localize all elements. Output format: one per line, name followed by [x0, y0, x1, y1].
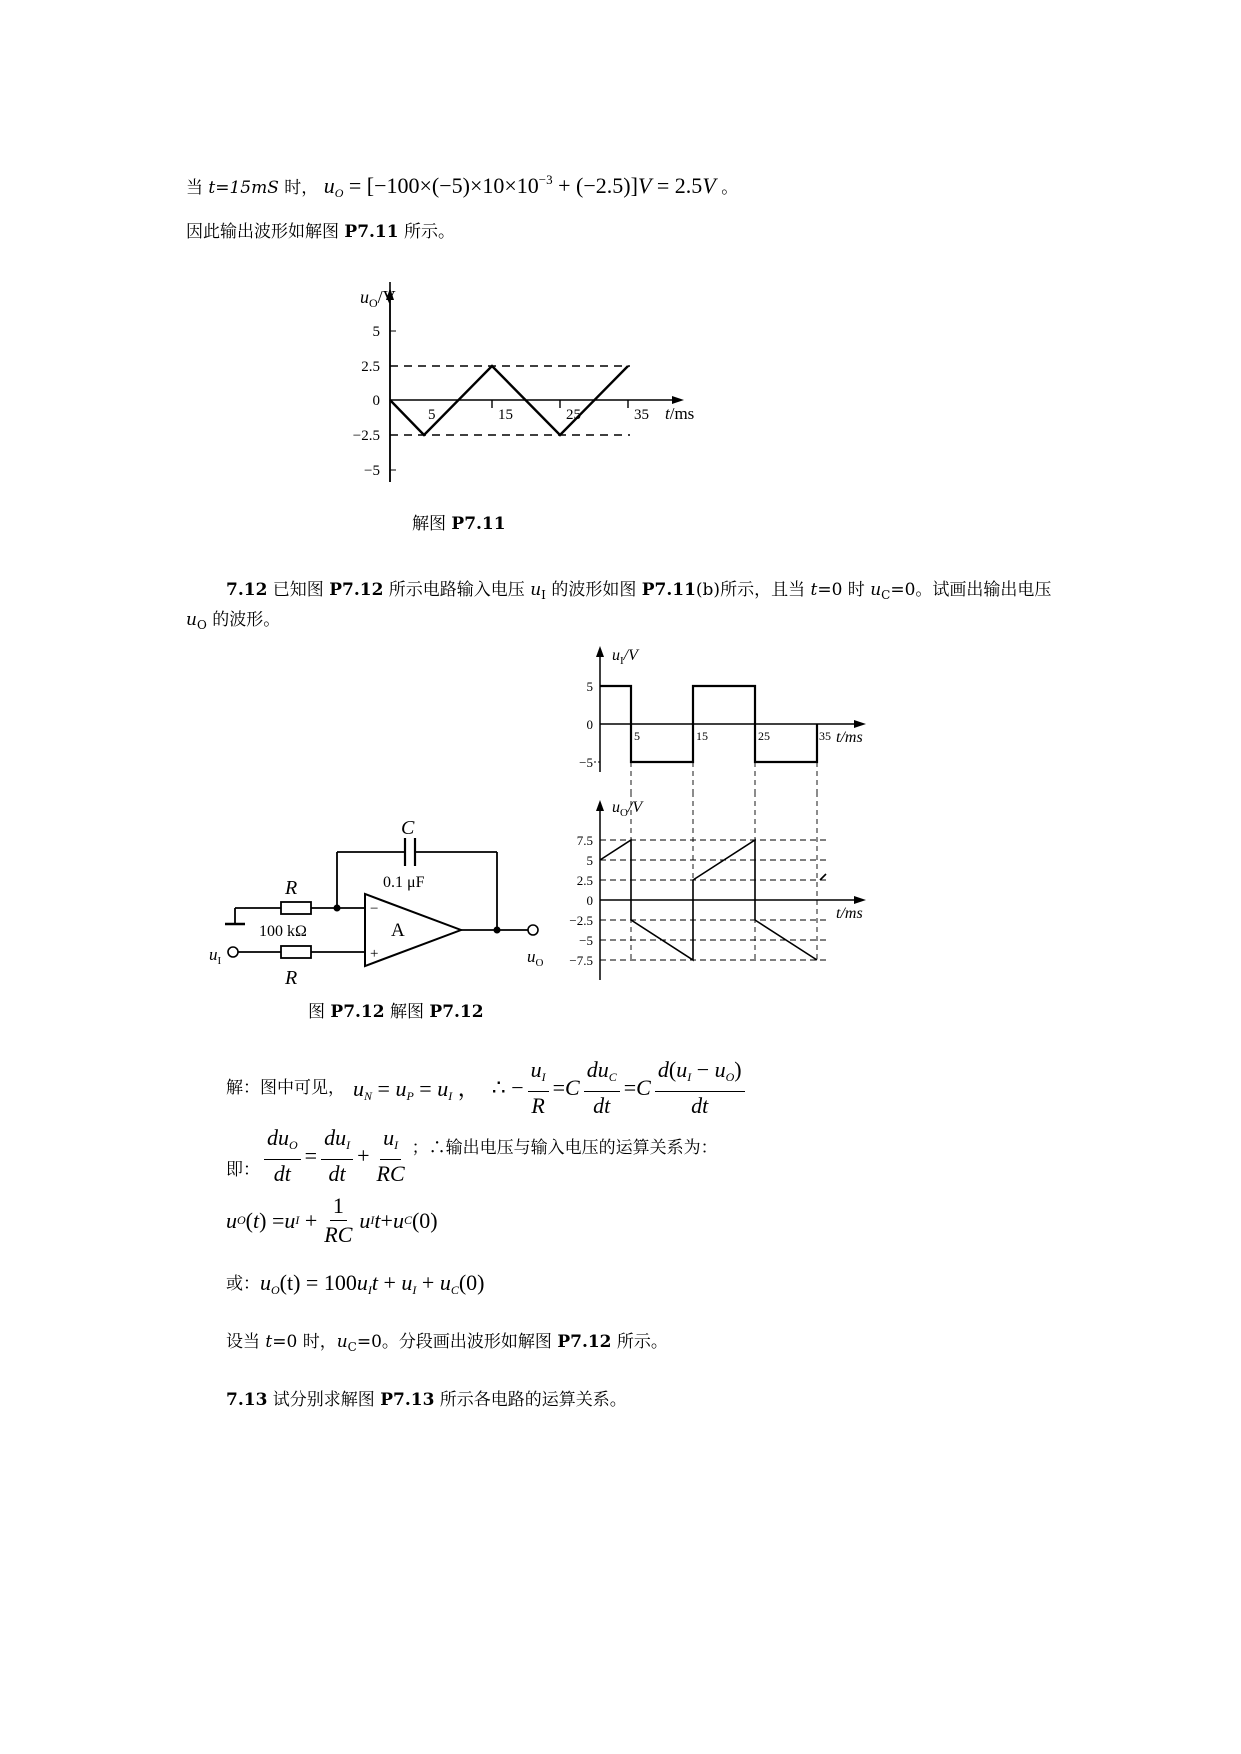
text: 的波形。: [206, 610, 281, 630]
input-label: $u_I$: [209, 945, 222, 967]
x-tick-label: 15: [696, 729, 708, 743]
circuit-p7-12: [205, 812, 565, 992]
figure-p7-11: [320, 282, 740, 512]
solution-eq3: [226, 1192, 438, 1249]
output-waveform-statement: [186, 220, 455, 244]
input-terminal: [228, 947, 238, 957]
solution-relation-text: ；∴输出电压与输入电压的运算关系为：: [411, 1138, 718, 1158]
output-node: [494, 927, 501, 934]
y-tick-label: 7.5: [576, 833, 593, 848]
text: (b)所示，且当: [695, 580, 811, 600]
time-condition: t=15mS: [208, 178, 279, 198]
x-tick-label: 35: [634, 407, 649, 423]
text: 设当: [226, 1332, 266, 1352]
equation-kcl: ∴ − $\frac{u_I}{R}$ = C $\frac{du_C}{dt}$ = C $\frac{d(u_I - u_O)}{dt}$: [492, 1056, 749, 1120]
solution-conclusion: 设当 t=0 时，$u_C=0$。分段画出波形如解图 P7.12 所示。: [226, 1332, 668, 1354]
problem-7-12-statement: 7.12 已知图 P7.12 所示电路输入电压 $u_I$ 的波形如图 P7.11(b)所示，且当 t=0 时 $u_C=0$。试画出输出电压: [226, 580, 1052, 602]
junction-node: [334, 905, 341, 912]
x-axis-arrow: [672, 396, 684, 404]
y-axis-label: $u_O/V$: [360, 287, 396, 310]
var-t: t: [265, 1332, 273, 1352]
x-axis-label: t/ms: [836, 729, 863, 746]
y-tick-label: 5: [372, 324, 380, 340]
x-axis-label: t/ms: [665, 404, 695, 423]
output-label: $u_O$: [527, 947, 544, 969]
equation-derivative: $\frac{du_O}{dt}$ = $\frac{du_I}{dt}$ + $\frac{u_I}{RC}$: [260, 1124, 412, 1188]
capacitor-value: 0.1 μF: [383, 874, 425, 891]
solution-eq1: [226, 1056, 749, 1120]
y-tick-label: 2.5: [361, 359, 380, 375]
x-tick-label: 15: [498, 407, 513, 423]
text-b: 所示。: [398, 222, 455, 242]
formula-uo-15ms: $u_O = [-100\times(-5)\times 10\times 10^{-3} + (-2.5)]V = 2.5V$: [323, 172, 716, 200]
x-tick-label: 35: [819, 729, 831, 743]
solution-ji: 即：: [226, 1160, 260, 1180]
resistor-bottom: [281, 946, 311, 958]
text-end: 。: [721, 178, 739, 198]
caption-ref: P7.12: [429, 1002, 484, 1022]
equation-un-up-ui: $u_N = u_P = u_I$ ，: [353, 1076, 480, 1103]
x-tick-label: 25: [566, 407, 581, 423]
solution-eq4: [226, 1270, 484, 1298]
problem-7-13-statement: [226, 1388, 627, 1412]
text: 所示各电路的运算关系。: [434, 1390, 627, 1410]
resistor-bottom-label: R: [285, 967, 298, 989]
y-tick-label: 2.5: [576, 873, 593, 888]
text-prefix: 当: [186, 178, 209, 198]
equation-uo-numeric: $u_O(t) = 100u_It + u_I + u_C(0)$: [260, 1270, 485, 1297]
equation-uo-t: u O ( t ) = u I + $\frac{1}{RC}$ u I t + u C (0): [226, 1193, 438, 1247]
output-terminal: [528, 925, 538, 935]
y-tick-label: −5: [579, 755, 593, 770]
text: 所示电路输入电压: [383, 580, 531, 600]
problem-7-12-statement-cont: $u_O$ 的波形。: [186, 610, 281, 632]
solution-eq2: [226, 1124, 718, 1188]
resistor-top-value: 100 kΩ: [259, 923, 307, 940]
x-axis-label: t/ms: [836, 905, 863, 922]
y-tick-label: 0: [586, 893, 593, 908]
text: =0 时，: [272, 1332, 337, 1352]
text: =0 时: [817, 580, 871, 600]
x-tick-label: 5: [428, 407, 436, 423]
caption-ref: P7.12: [330, 1002, 385, 1022]
y-tick-label: −5: [579, 933, 593, 948]
text-suffix: 时，: [278, 178, 319, 198]
figure-ref: P7.11: [641, 580, 696, 600]
capacitor-label: C: [401, 817, 415, 839]
caption-ref: P7.11: [451, 514, 506, 534]
text: 所示。: [611, 1332, 668, 1352]
caption-text: 图: [308, 1002, 331, 1022]
text-a: 因此输出波形如解图: [186, 222, 345, 242]
inverting-sign: −: [370, 901, 379, 917]
caption-p7-12: [308, 1000, 484, 1024]
y-tick-label: −7.5: [569, 953, 593, 968]
y-tick-label: −2.5: [352, 428, 380, 444]
figure-ref: P7.12: [329, 580, 384, 600]
y-axis-label: $u_I/V$: [612, 647, 638, 667]
caption-text: 解图: [384, 1002, 430, 1022]
caption-text: 解图: [412, 514, 452, 534]
noninverting-sign: +: [370, 946, 379, 962]
var-t: t: [810, 580, 818, 600]
problem-number: 7.12: [226, 580, 268, 600]
op-amp: [365, 894, 461, 966]
problem-number: 7.13: [226, 1390, 268, 1410]
figure-ref: P7.11: [344, 222, 399, 242]
text: =0。分段画出波形如解图: [356, 1332, 558, 1352]
text: 的波形如图: [545, 580, 642, 600]
y-tick-label: 5: [586, 853, 593, 868]
y-tick-label: −2.5: [569, 913, 593, 928]
y-tick-label: −5: [364, 463, 380, 479]
y-axis-label: $u_O/V$: [612, 799, 643, 819]
y-tick-label: 5: [586, 679, 593, 694]
caption-p7-11: [412, 512, 506, 536]
waveform-uo: [560, 792, 900, 992]
waveform-ui: [560, 642, 900, 792]
resistor-top-label: R: [285, 877, 298, 899]
solution-or: 或：: [226, 1274, 260, 1294]
y-tick-label: 0: [372, 393, 380, 409]
solution-intro: 解：图中可见，: [226, 1078, 345, 1098]
text: 已知图: [267, 580, 330, 600]
resistor-top: [281, 902, 311, 914]
text: =0。试画出输出电压: [890, 580, 1052, 600]
y-tick-label: 0: [586, 717, 593, 732]
text: 试分别求解图: [267, 1390, 381, 1410]
figure-ref: P7.13: [380, 1390, 435, 1410]
x-tick-label: 5: [634, 729, 640, 743]
op-amp-label: A: [391, 920, 405, 941]
x-tick-label: 25: [758, 729, 770, 743]
intro-line: [186, 168, 738, 205]
figure-ref: P7.12: [557, 1332, 612, 1352]
